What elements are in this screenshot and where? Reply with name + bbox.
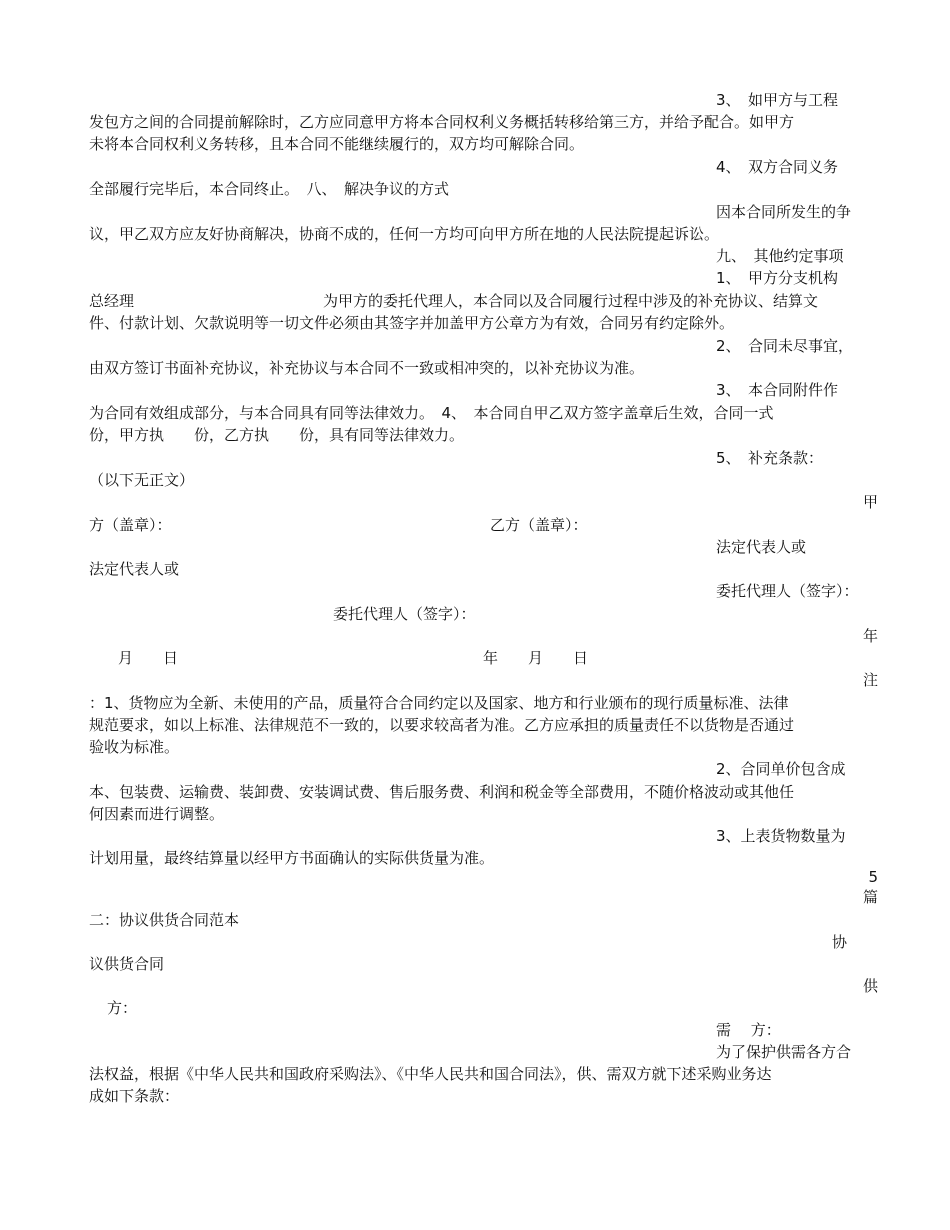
party-a-seal-label: 方（盖章）： bbox=[89, 516, 172, 534]
clause-5-heading: 5、 补充条款： bbox=[716, 449, 824, 467]
date-line: 月 日 bbox=[118, 649, 179, 667]
text-line: 全部履行完毕后，本合同终止。 八、 解决争议的方式 bbox=[89, 180, 450, 198]
clause-4-heading: 4、 双方合同义务 bbox=[716, 158, 839, 176]
section-9-heading: 九、 其他约定事项 bbox=[716, 247, 844, 265]
section-title: 二：协议供货合同范本 bbox=[89, 911, 240, 929]
text-line: 2、合同单价包含成 bbox=[716, 760, 846, 778]
signature-label: 委托代理人（签字）： bbox=[333, 605, 476, 623]
text-line: 规范要求，如以上标准、法律规范不一致的，以要求较高者为准。乙方应承担的质量责任不以货物是否通过 bbox=[89, 716, 795, 734]
text-line: 3、上表货物数量为 bbox=[716, 827, 846, 845]
note-heading: 注 bbox=[862, 671, 878, 689]
date-line: 年 月 日 bbox=[483, 649, 589, 667]
end-of-text-note: （以下无正文） bbox=[89, 471, 195, 489]
text-line: 供 bbox=[862, 977, 878, 995]
text-line: 甲 bbox=[862, 493, 878, 511]
text-line: 为了保护供需各方合 bbox=[716, 1043, 852, 1061]
text-line: 何因素而进行调整。 bbox=[89, 805, 225, 823]
text-line: 总经理 bbox=[89, 292, 135, 310]
clause-3-heading: 3、 如甲方与工程 bbox=[716, 91, 839, 109]
text-line: 本、包装费、运输费、装卸费、安装调试费、售后服务费、利润和税金等全部费用，不随价格波动或其他任 bbox=[89, 783, 795, 801]
contract-title: 议供货合同 bbox=[89, 955, 165, 973]
text-line: ：1、货物应为全新、未使用的产品，质量符合合同约定以及国家、地方和行业颁布的现行质量标准、法律 bbox=[89, 694, 789, 712]
text-line: 验收为标准。 bbox=[89, 738, 180, 756]
text-line: 因本合同所发生的争 bbox=[716, 203, 852, 221]
party-b-seal-label: 乙方（盖章）： bbox=[490, 516, 588, 534]
text-line: 法权益，根据《中华人民共和国政府采购法》、《中华人民共和国合同法》，供、需双方就下述采购业务达 bbox=[89, 1065, 772, 1083]
text-line: 份，甲方执 份，乙方执 份，具有同等法律效力。 bbox=[89, 426, 465, 444]
text-line: 件、付款计划、欠款说明等一切文件必须由其签字并加盖甲方公章方为有效，合同另有约定除外。 bbox=[89, 314, 735, 332]
text-line: 发包方之间的合同提前解除时，乙方应同意甲方将本合同权利义务概括转移给第三方，并给予配合。如甲方 bbox=[89, 113, 795, 131]
text-line: 为甲方的委托代理人，本合同以及合同履行过程中涉及的补充协议、结算文 bbox=[323, 292, 819, 310]
text-line: 法定代表人或 bbox=[89, 560, 180, 578]
clause-2-heading: 2、 合同未尽事宜， bbox=[716, 337, 854, 355]
text-line: 计划用量，最终结算量以经甲方书面确认的实际供货量为准。 bbox=[89, 849, 495, 867]
clause-1-heading: 1、 甲方分支机构 bbox=[716, 269, 839, 287]
text-line: 协 bbox=[831, 933, 847, 951]
text-line: 成如下条款： bbox=[89, 1087, 180, 1105]
text-line: 议，甲乙双方应友好协商解决，协商不成的，任何一方均可向甲方所在地的人民法院提起诉讼。 bbox=[89, 225, 720, 243]
text-line: 未将本合同权利义务转移，且本合同不能继续履行的，双方均可解除合同。 bbox=[89, 135, 585, 153]
text-line: 5 bbox=[868, 868, 878, 886]
text-line: 为合同有效组成部分，与本合同具有同等法律效力。 4、 本合同自甲乙双方签字盖章后生效，合同一式 bbox=[89, 404, 774, 422]
text-line: 由双方签订书面补充协议，补充协议与本合同不一致或相冲突的，以补充协议为准。 bbox=[89, 359, 645, 377]
supplier-label: 方： bbox=[107, 999, 138, 1017]
text-line: 年 bbox=[862, 627, 878, 645]
buyer-label: 需 方： bbox=[716, 1021, 781, 1039]
signature-label: 委托代理人（签字）： bbox=[716, 582, 859, 600]
clause-3-heading: 3、 本合同附件作 bbox=[716, 381, 839, 399]
text-line: 篇 bbox=[862, 888, 878, 906]
text-line: 法定代表人或 bbox=[716, 538, 807, 556]
